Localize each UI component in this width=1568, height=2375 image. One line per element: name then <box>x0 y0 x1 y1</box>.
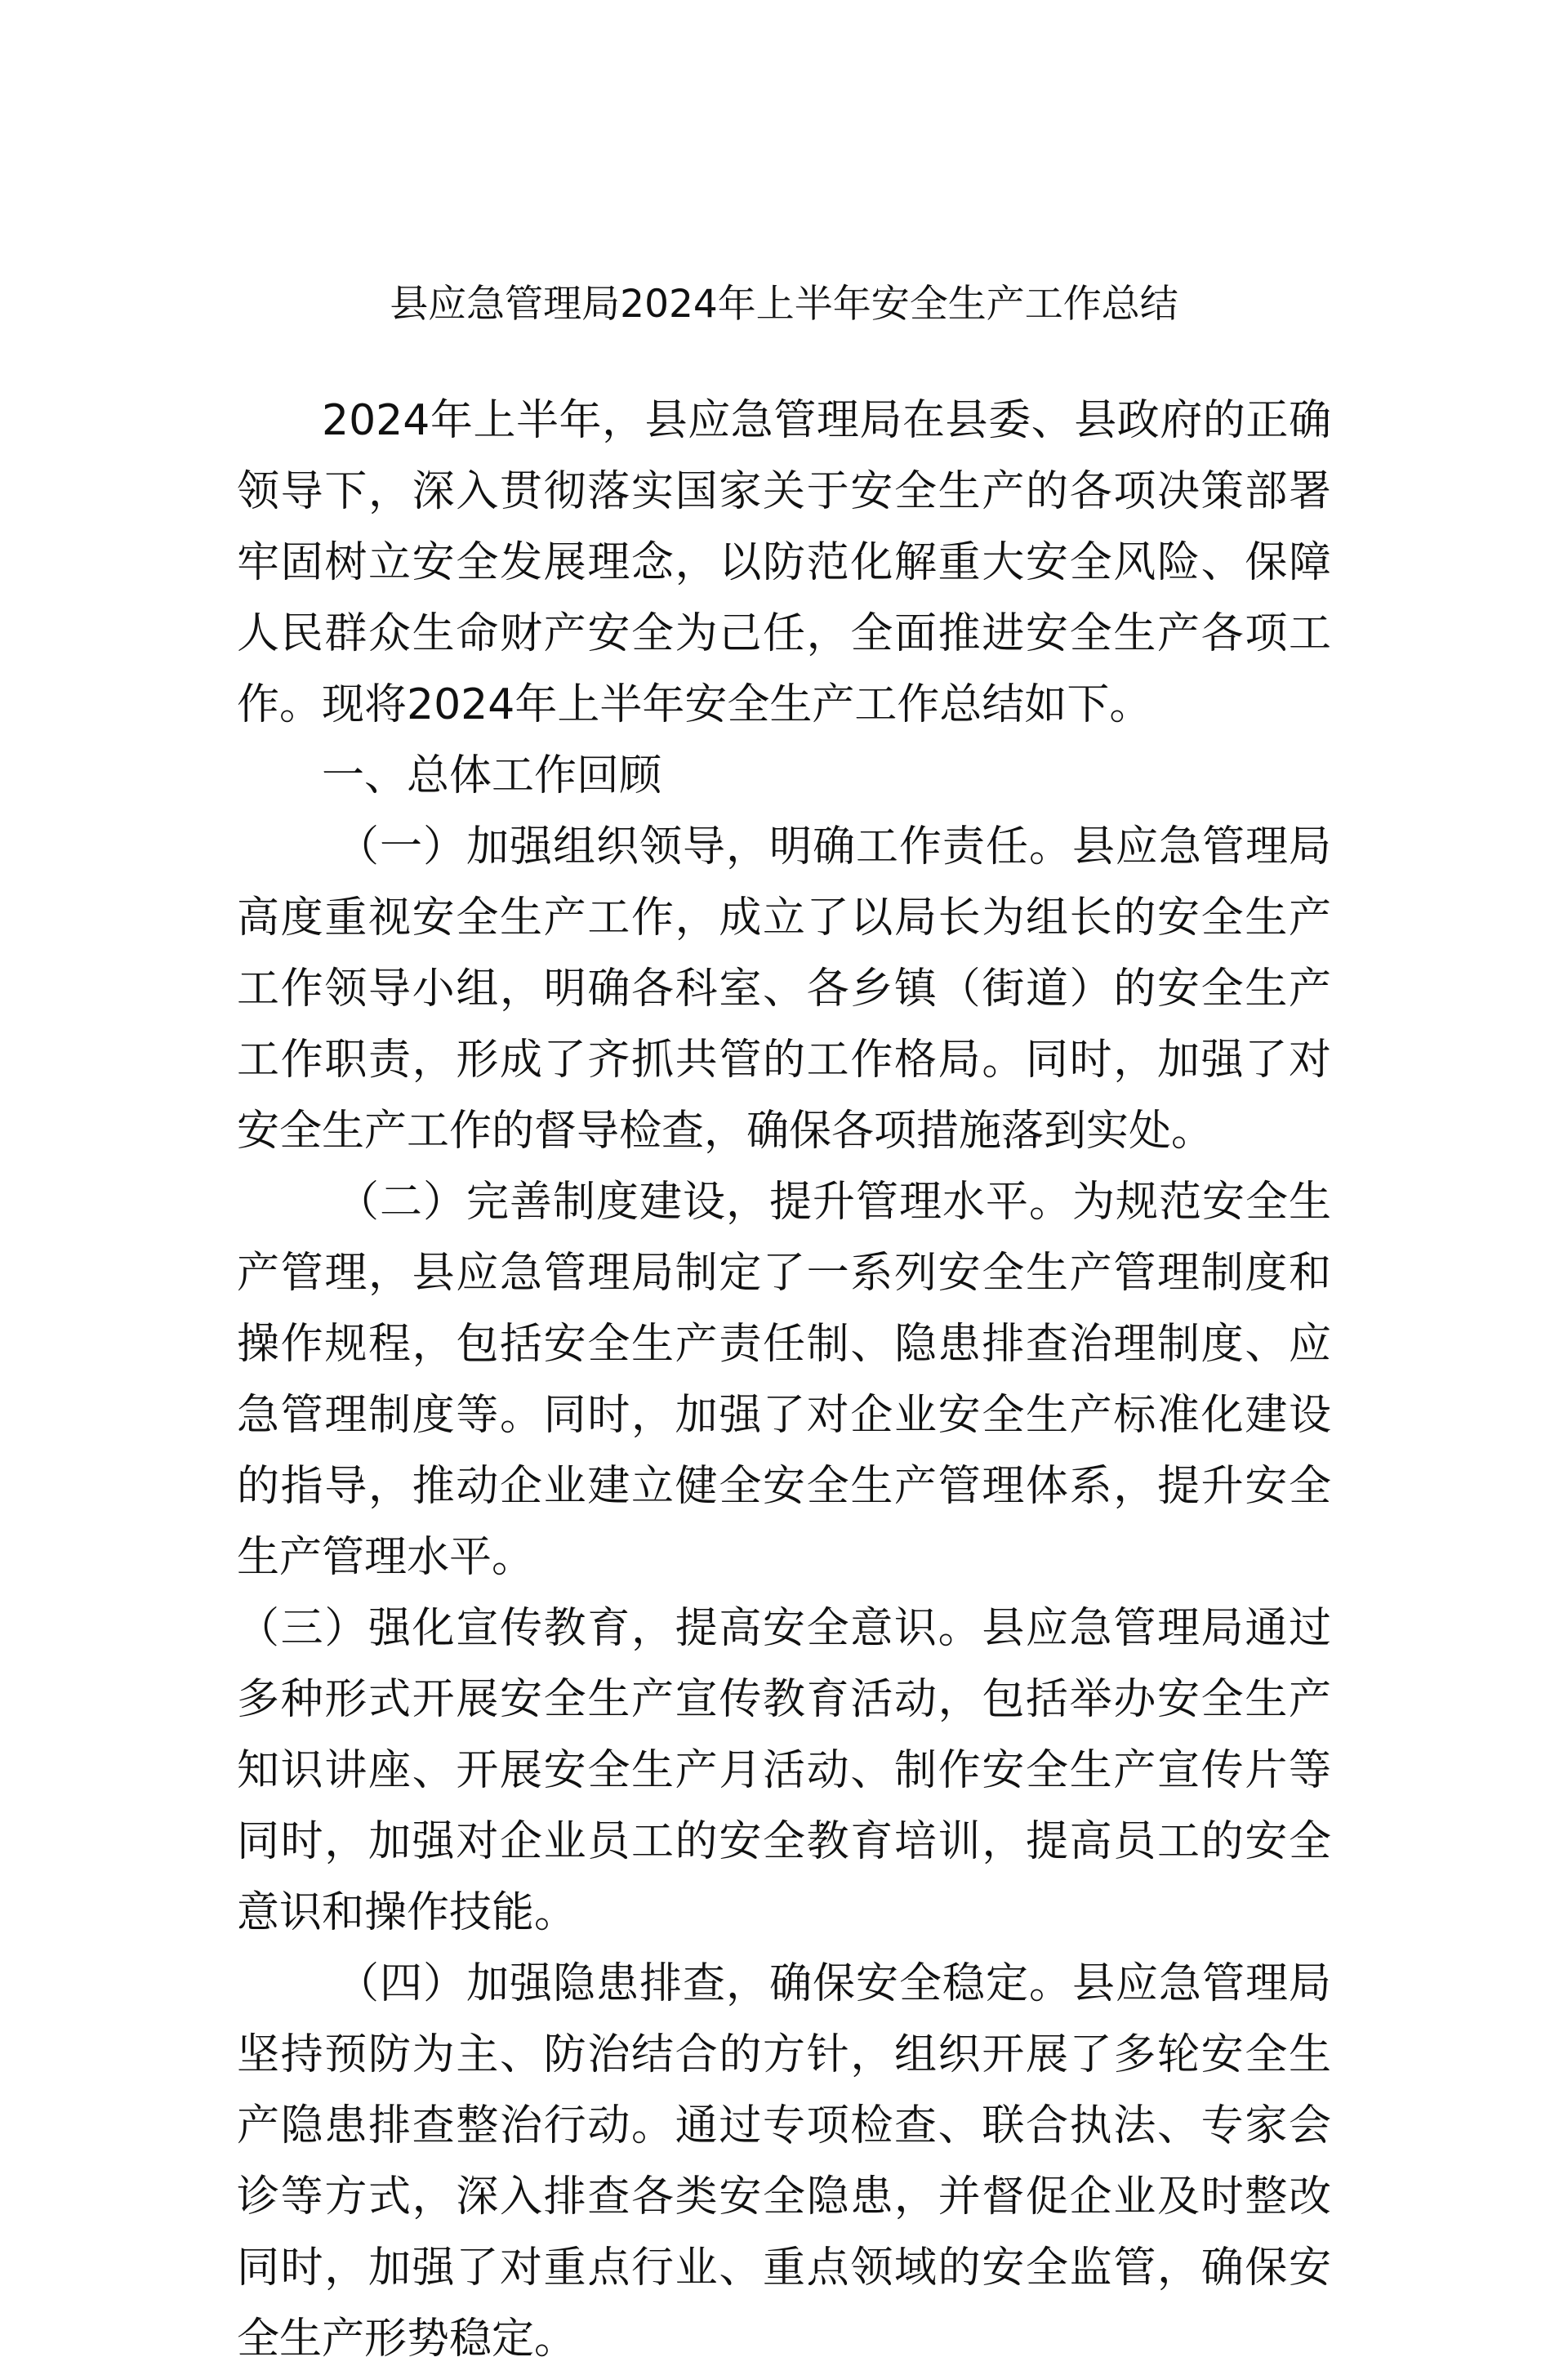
paragraph-hazard-inspection: （四）加强隐患排查，确保安全稳定。县应急管理局坚持预防为主、防治结合的方针，组织开展了多轮安全生产隐患排查整治行动。通过专项检查、联合执法、专家会诊等方式，深入排查各类安全隐患，并督促企业及时整改同时，加强了对重点行业、重点领域的安全监管，确保安全生产形势稳定。 <box>237 1959 1331 2364</box>
paragraph-organization: （一）加强组织领导，明确工作责任。县应急管理局高度重视安全生产工作，成立了以局长为组长的安全生产工作领导小组，明确各科室、各乡镇（街道）的安全生产工作职责，形成了齐抓共管的工作格局。同时，加强了对安全生产工作的督导检查，确保各项措施落到实处。 <box>237 822 1331 1156</box>
intro-paragraph: 2024年上半年，县应急管理局在县委、县政府的正确领导下，深入贯彻落实国家关于安全生产的各项决策部署牢固树立安全发展理念，以防范化解重大安全风险、保障人民群众生命财产安全为己任，全面推进安全生产各项工作。现将2024年上半年安全生产工作总结如下。 <box>237 396 1331 729</box>
paragraph-publicity: （三）强化宣传教育，提高安全意识。县应急管理局通过多种形式开展安全生产宣传教育活动，包括举办安全生产知识讲座、开展安全生产月活动、制作安全生产宣传片等同时，加强对企业员工的安全教育培训，提高员工的安全意识和操作技能。 <box>237 1604 1331 1937</box>
section-heading-review: 一、总体工作回顾 <box>322 751 662 800</box>
document-title: 县应急管理局2024年上半年安全生产工作总结 <box>390 282 1178 327</box>
paragraph-system-building: （二）完善制度建设，提升管理水平。为规范安全生产管理，县应急管理局制定了一系列安全生产管理制度和操作规程，包括安全生产责任制、隐患排查治理制度、应急管理制度等。同时，加强了对企业安全生产标准化建设的指导，推动企业建立健全安全生产管理体系，提升安全生产管理水平。 <box>237 1178 1331 1582</box>
document-page <box>237 270 1331 2375</box>
